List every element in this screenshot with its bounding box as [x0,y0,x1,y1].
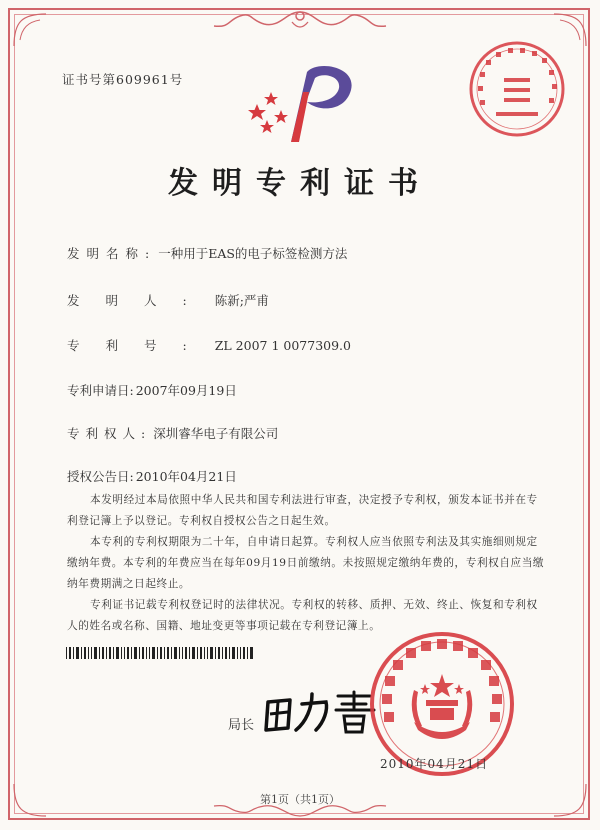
body-paragraph: 专利证书记载专利权登记时的法律状况。专利权的转移、质押、无效、终止、恢复和专利权人的姓名或名称、国籍、地址变更等事项记载在专利登记簿上。 [67,599,538,632]
patent-number-label: 专利号: [67,338,213,353]
barcode [66,647,254,659]
invention-name-label: 发明名称: [67,246,157,261]
corner-ornament [10,10,50,50]
patentee-value: 深圳睿华电子有限公司 [153,426,279,441]
invention-name-value: 一种用于EAS的电子标签检测方法 [158,246,348,261]
patent-number-row [67,336,351,354]
patent-office-logo [245,62,365,148]
grant-date-row [67,467,237,485]
certificate-number: 证书号第609961号 [62,72,184,87]
issue-date: 2010年04月21日 [380,757,489,771]
patentee-row [67,424,278,442]
application-date-row [67,381,237,399]
invention-name-row [67,244,347,262]
national-emblem [412,674,473,739]
application-date-label: 专利申请日: [67,383,134,398]
patentee-label: 专利权人: [67,426,152,441]
inventors-row [67,291,269,309]
grant-date-label: 授权公告日: [67,469,134,484]
certificate-title: 发明专利证书 [168,166,432,201]
agency-seal [466,38,568,140]
inventors-label: 发明人: [67,293,213,308]
director-label: 局长 [228,718,255,733]
top-ornament [200,8,400,34]
page-footer: 第1页（共1页） [260,793,340,806]
inventors-value: 陈新;严甫 [214,293,269,308]
director-signature [262,688,382,738]
application-date-value: 2007年09月19日 [135,383,237,398]
patent-number-value: ZL 2007 1 0077309.0 [214,338,351,353]
body-paragraph: 本发明经过本局依照中华人民共和国专利法进行审查，决定授予专利权，颁发本证书并在专利登记簿上予以登记。专利权自授权公告之日起生效。 [67,494,538,527]
body-paragraph: 本专利的专利权期限为二十年，自申请日起算。专利权人应当依照专利法及其实施细则规定缴纳年费。本专利的年费应当在每年09月19日前缴纳。未按照规定缴纳年费的，专利权自应当缴纳年费期满之日起终止。 [67,536,545,590]
grant-date-value: 2010年04月21日 [135,469,237,484]
